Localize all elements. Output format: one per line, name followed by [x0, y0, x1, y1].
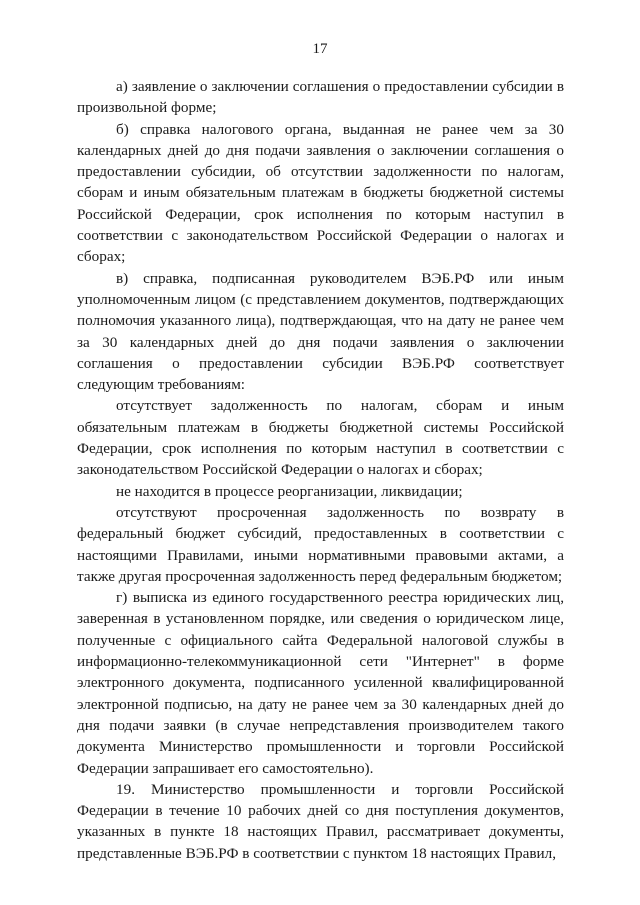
paragraph-a: а) заявление о заключении соглашения о предоставлении субсидии в произвольной форме; [77, 78, 564, 117]
paragraph-b: б) справка налогового органа, выданная не ранее чем за 30 календарных дней до дня подачи заявления о заключении соглашения о предоставлении субсидии, об отсутствии задолженности по налогам, сборам и иным обязательным платежам в бюджеты бюджетной системы Российской Федерации, срок исполнения по которым наступил в соответствии с законодательством Российской Федерации о налогах и сборах; [77, 120, 564, 266]
document-body [77, 76, 564, 864]
paragraph-no-overdue: отсутствуют просроченная задолженность по возврату в федеральный бюджет субсидий, предоставленных в соответствии с настоящими Правилами, иными нормативными правовыми актами, а также другая просроченная задолженность перед федеральным бюджетом; [77, 503, 564, 585]
page-number: 17 [312, 41, 328, 57]
paragraph-no-reorganization: не находится в процессе реорганизации, ликвидации; [116, 482, 463, 500]
paragraph-g: г) выписка из единого государственного реестра юридических лиц, заверенная в установленном порядке, или сведения о юридическом лице, полученные с официального сайта Федеральной налоговой службы в информационно-телекоммуникационной сети "Интернет" в форме электронного документа, подписанного усиленной квалифицированной электронной подписью, на дату не ранее чем за 30 календарных дней до дня подачи заявки (в случае непредставления производителем такого документа Министерство промышленности и торговли Российской Федерации запрашивает его самостоятельно). [77, 589, 564, 777]
paragraph-v: в) справка, подписанная руководителем ВЭБ.РФ или иным уполномоченным лицом (с представлением документов, подтверждающих полномочия указанного лица), подтверждающая, что на дату не ранее чем за 30 календарных дней до дня подачи заявления о заключении соглашения о предоставлении субсидии ВЭБ.РФ соответствует следующим требованиям: [77, 269, 564, 394]
paragraph-no-debt: отсутствует задолженность по налогам, сборам и иным обязательным платежам в бюджеты бюджетной системы Российской Федерации, срок исполнения по которым наступил в соответствии с законодательством Российской Федерации о налогах и сборах; [77, 397, 564, 479]
paragraph-19: 19. Министерство промышленности и торговли Российской Федерации в течение 10 рабочих дней со дня поступления документов, указанных в пункте 18 настоящих Правил, рассматривает документы, представленные ВЭБ.РФ в соответствии с пунктом 18 настоящих Правил, [77, 780, 564, 862]
